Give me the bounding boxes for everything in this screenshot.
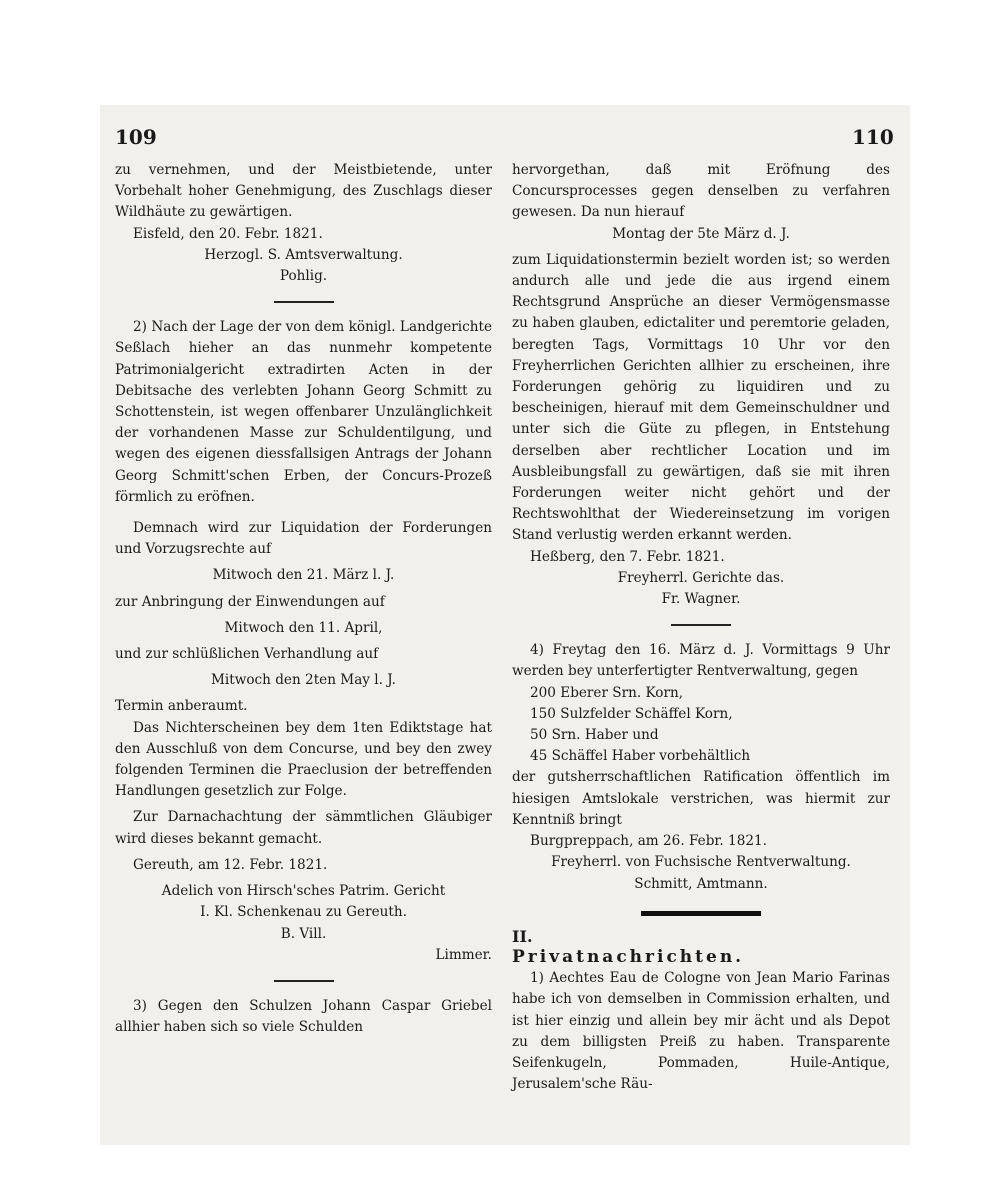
page-number-right: 110 (852, 125, 894, 149)
date-line: Montag der 5te März d. J. (612, 225, 790, 242)
paragraph: 3) Gegen den Schulzen Johann Caspar Griebel allhier haben sich so viele Schulden (115, 997, 492, 1036)
section-divider (641, 911, 761, 916)
office-signature: I. Kl. Schenkenau zu Gereuth. (200, 904, 407, 921)
place-date: Gereuth, am 12. Febr. 1821. (133, 856, 328, 873)
paragraph: Zur Darnachachtung der sämmtlichen Gläubiger wird dieses bekannt gemacht. (115, 809, 492, 847)
paragraph: Demnach wird zur Liquidation der Forderungen und Vorzugsrechte auf (115, 520, 492, 558)
divider (671, 624, 731, 626)
date-line: Mitwoch den 21. März l. J. (212, 567, 395, 584)
paragraph: zur Anbringung der Einwendungen auf (115, 593, 385, 610)
paragraph: 1) Aechtes Eau de Cologne von Jean Mario Farinas habe ich von demselben in Commission erhalten, und ist hier einzig und allein bey mir ächt und als Depot zu dem billigsten Preiß zu haben. Transparente Seifenkugeln, Pommaden, Huile-Antique, Jerusalem'sche Räu- (512, 970, 890, 1093)
left-column (115, 160, 492, 1038)
office-signature: Freyherrl. Gerichte das. (617, 569, 785, 586)
paragraph: zum Liquidationstermin bezielt worden ist; so werden andurch alle und jede die aus irgend einem Rechtsgrund Ansprüche an dieser Vermögensmasse zu haben glauben, edictaliter und peremtorie geladen, beregten Tags, Vormittags 10 Uhr vor den Freyherrlichen Gerichten allhier zu erscheinen, ihre Forderungen gehörig zu liquidiren und zu bescheinigen, hierauf mit dem Gemeinschuldner und unter sich die Güte zu pflegen, in Entstehung derselben aber rechtlicher Location und im Ausbleibungsfall zu gewärtigen, daß sie mit ihren Forderungen weiter nicht gehört und der Rechtswohlthat der Wiedereinsetzung im vorigen Stand verlustig werden erkannt werden. (512, 251, 890, 544)
date-line: Mitwoch den 2ten May l. J. (210, 672, 397, 689)
date-line: Mitwoch den 11. April, (224, 619, 383, 636)
paragraph: Termin anberaumt. (115, 698, 248, 715)
right-column (512, 160, 890, 1095)
paragraph: zu vernehmen, und der Meistbietende, unter Vorbehalt hoher Genehmigung, des Zuschlags dieser Wildhäute zu gewärtigen. (115, 162, 492, 221)
place-date: Heßberg, den 7. Febr. 1821. (530, 548, 725, 565)
office-signature: Adelich von Hirsch'sches Patrim. Gericht (161, 883, 446, 900)
office-signature: Herzogl. S. Amtsverwaltung. (204, 246, 403, 263)
name-signature: Schmitt, Amtmann. (634, 875, 768, 892)
place-date: Burgpreppach, am 26. Febr. 1821. (530, 833, 767, 850)
name-signature: Fr. Wagner. (661, 591, 741, 608)
list-item: 45 Schäffel Haber vorbehältlich (530, 748, 751, 765)
paragraph: 4) Freytag den 16. März d. J. Vormittags 9 Uhr werden bey unterfertigter Rentverwaltung, gegen (512, 642, 890, 680)
divider (274, 980, 334, 982)
paragraph: Das Nichterscheinen bey dem 1ten Ediktstage hat den Ausschluß von dem Concurse, und bey den zwey folgenden Terminen die Praeclusion der betreffenden Handlungen gesetzlich zur Folge. (115, 719, 492, 800)
place-date: Eisfeld, den 20. Febr. 1821. (133, 225, 323, 242)
divider (274, 301, 334, 303)
paragraph: der gutsherrschaftlichen Ratification öffentlich im hiesigen Amtslokale verstrichen, was hiermit zur Kenntniß bringt (512, 769, 890, 828)
paragraph: hervorgethan, daß mit Eröfnung des Concursprocesses gegen denselben zu verfahren gewesen. Da nun hierauf (512, 162, 890, 221)
name-signature: Pohlig. (279, 268, 328, 285)
list-item: 50 Srn. Haber und (530, 727, 659, 744)
office-signature: Freyherrl. von Fuchsische Rentverwaltung. (551, 854, 851, 871)
paragraph: und zur schlüßlichen Verhandlung auf (115, 646, 379, 663)
section-number: II. (512, 926, 533, 946)
list-item: 150 Sulzfelder Schäffel Korn, (530, 705, 733, 722)
paragraph: 2) Nach der Lage der von dem königl. Landgerichte Seßlach hieher an das nunmehr kompetente Patrimonialgericht extradirten Acten in der Debitsache des verlebten Johann Georg Schmitt zu Schottenstein, ist wegen offenbarer Unzulänglichkeit der vorhandenen Masse zur Schuldentilgung, und wegen des eigenen diessfallsigen Antrags der Johann Georg Schmitt'schen Erben, der Concurs-Prozeß förmlich zu eröfnen. (115, 319, 492, 505)
name-signature: Limmer. (435, 946, 492, 963)
section-heading: Privatnachrichten. (512, 946, 745, 967)
page-number-left: 109 (115, 125, 157, 149)
name-signature: B. Vill. (280, 925, 327, 942)
list-item: 200 Eberer Srn. Korn, (530, 684, 684, 701)
